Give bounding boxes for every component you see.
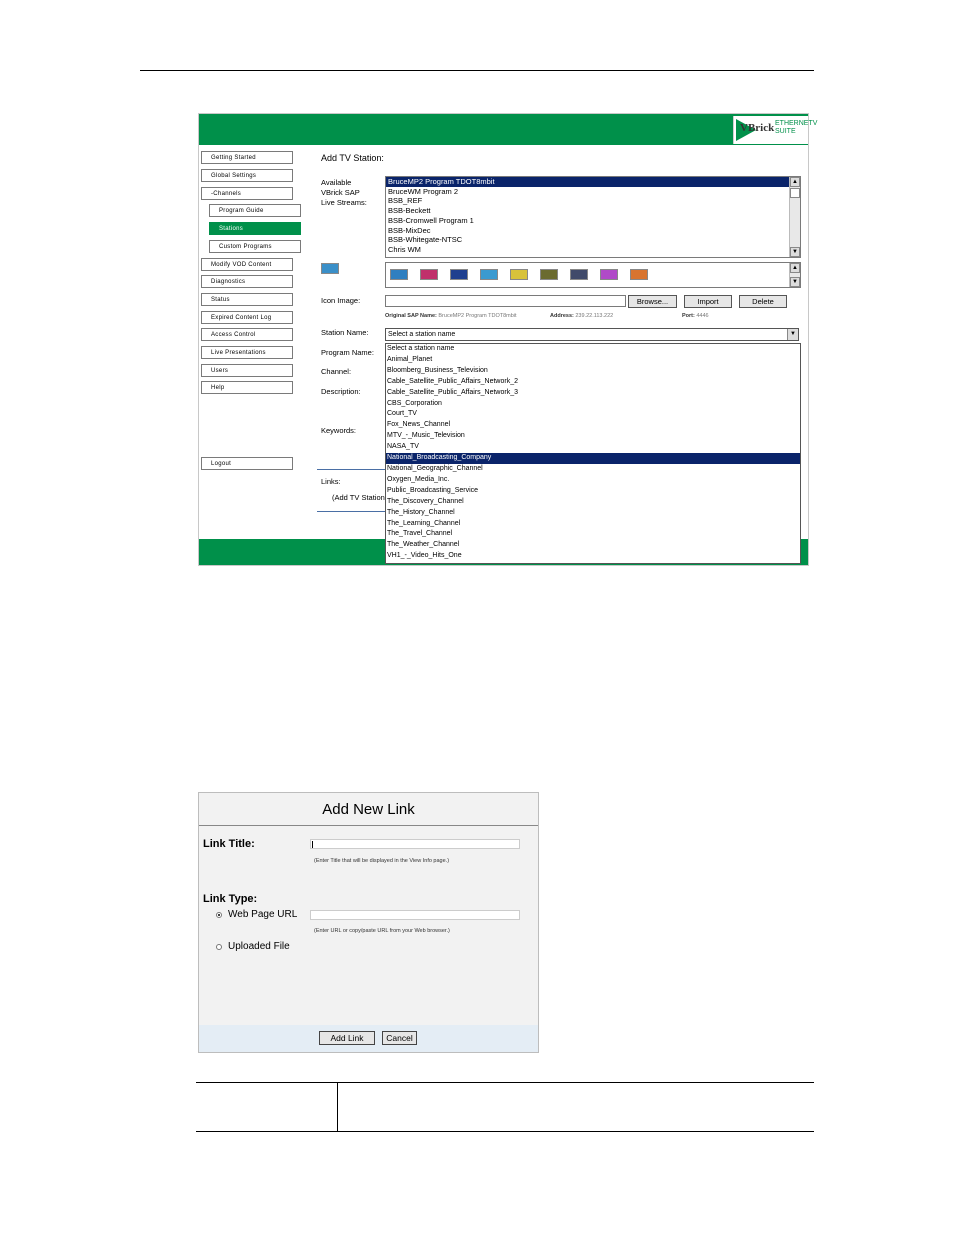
station-option[interactable]: Cable_Satellite_Public_Affairs_Network_3 (387, 388, 519, 396)
nav-program-guide[interactable]: Program Guide (209, 204, 301, 217)
streams-items (386, 177, 800, 255)
streams-scrollbar[interactable] (789, 177, 800, 257)
nav-logout[interactable]: Logout (201, 457, 293, 470)
station-option[interactable]: Fox_News_Channel (387, 421, 451, 429)
nav-modify-vod[interactable]: Modify VOD Content (201, 258, 293, 271)
streams-label-3: Live Streams: (321, 198, 367, 207)
stream-list-item[interactable]: BSB-Whitegate-NTSC (388, 235, 463, 245)
stream-list-item[interactable]: BruceWM Program 2 (388, 186, 459, 196)
orig-sap-info (385, 313, 517, 319)
station-name-select[interactable] (385, 328, 799, 341)
add-tv-station-link[interactable]: (Add TV Station (332, 493, 385, 502)
thumb-icon-8[interactable] (600, 269, 618, 280)
thumb-icon-1[interactable] (390, 269, 408, 280)
chevron-down-icon[interactable]: ▼ (787, 329, 798, 340)
orig-sap-label: Original SAP Name: (385, 313, 437, 319)
scroll-down-icon[interactable]: ▼ (790, 277, 800, 287)
header-rule (140, 70, 814, 71)
station-option[interactable]: NASA_TV (387, 443, 419, 451)
station-option[interactable]: National_Geographic_Channel (387, 464, 483, 472)
url-input[interactable] (310, 910, 520, 920)
nav-status[interactable]: Status (201, 293, 293, 306)
divider (317, 469, 387, 470)
delete-button[interactable]: Delete (739, 295, 787, 308)
scroll-up-icon[interactable]: ▲ (790, 263, 800, 273)
dialog-title: Add New Link (322, 801, 415, 818)
station-dropdown-list[interactable] (385, 343, 801, 564)
station-option[interactable]: CBS_Corporation (387, 399, 442, 407)
nav-diagnostics[interactable]: Diagnostics (201, 275, 293, 288)
streams-listbox[interactable] (385, 176, 801, 258)
icon-image-input[interactable] (385, 295, 626, 307)
station-select-value: Select a station name (388, 331, 456, 338)
web-page-url-radio[interactable] (216, 912, 222, 918)
program-name-label: Program Name: (321, 348, 374, 357)
thumb-icon-4[interactable] (480, 269, 498, 280)
link-title-label: Link Title: (203, 838, 255, 850)
nav-global-settings[interactable]: Global Settings (201, 169, 293, 182)
table-top-rule (196, 1082, 814, 1083)
station-option[interactable]: Bloomberg_Business_Television (387, 366, 488, 374)
stream-list-item[interactable]: BSB-Cromwell Program 1 (388, 215, 474, 225)
station-option[interactable]: The_Weather_Channel (387, 541, 460, 549)
title-divider (199, 825, 538, 826)
station-option[interactable]: The_Learning_Channel (387, 519, 461, 527)
orig-sap-value: BruceMP2 Program TDOT8mbit (438, 313, 517, 319)
stream-list-item[interactable]: BSB_REF (388, 196, 423, 206)
table-bottom-rule (196, 1131, 814, 1132)
thumb-icon-2[interactable] (420, 269, 438, 280)
scroll-up-icon[interactable]: ▲ (790, 177, 800, 187)
station-option[interactable]: MTV_-_Music_Television (387, 432, 465, 440)
link-type-label: Link Type: (203, 893, 258, 905)
port-info (682, 313, 709, 319)
station-option[interactable]: The_Discovery_Channel (387, 497, 464, 505)
nav-custom-programs[interactable]: Custom Programs (209, 240, 301, 253)
station-option[interactable]: National_Broadcasting_Company (386, 453, 800, 464)
streams-label-2: VBrick SAP (321, 188, 360, 197)
top-banner (199, 114, 818, 145)
thumb-icon-7[interactable] (570, 269, 588, 280)
add-tv-station-screenshot (198, 113, 818, 566)
icon-thumbnail-strip[interactable] (385, 262, 801, 288)
address-label: Address: (550, 313, 574, 319)
icon-image-label: Icon Image: (321, 296, 361, 305)
address-info (550, 313, 613, 319)
port-value: 4446 (696, 313, 709, 319)
scroll-down-icon[interactable]: ▼ (790, 247, 800, 257)
logo-product: ETHERNETV SUITE (775, 120, 818, 135)
vbrick-logo (733, 116, 818, 144)
form-heading: Add TV Station: (321, 153, 384, 163)
description-label: Description: (321, 387, 361, 396)
thumb-icon-6[interactable] (540, 269, 558, 280)
port-label: Port: (682, 313, 695, 319)
divider (317, 511, 387, 512)
link-title-input[interactable] (310, 839, 520, 849)
station-option[interactable]: Public_Broadcasting_Service (387, 486, 479, 494)
add-link-button[interactable]: Add Link (319, 1031, 375, 1045)
station-option[interactable]: The_Travel_Channel (387, 530, 453, 538)
nav-expired-log[interactable]: Expired Content Log (201, 311, 293, 324)
uploaded-file-radio[interactable] (216, 944, 222, 950)
station-option[interactable]: Select a station name (387, 345, 455, 352)
channel-label: Channel: (321, 367, 352, 376)
link-title-hint: (Enter Title that will be displayed in the View Info page.) (314, 858, 450, 864)
streams-label-1: Available (321, 178, 352, 187)
text-cursor (312, 841, 313, 848)
nav-stations[interactable]: Stations (209, 222, 301, 235)
stream-list-item[interactable]: Chris WM (388, 244, 421, 254)
cancel-button[interactable]: Cancel (382, 1031, 417, 1045)
station-option[interactable]: Animal_Planet (387, 355, 433, 363)
stream-list-item[interactable]: BruceMP2 Program TDOT8mbit (386, 177, 800, 187)
nav-access-control[interactable]: Access Control (201, 328, 293, 341)
links-label: Links: (321, 477, 341, 486)
station-items (386, 344, 800, 562)
station-option[interactable]: Cable_Satellite_Public_Affairs_Network_2 (387, 377, 519, 385)
selected-station-icon (321, 263, 339, 274)
logo-brand: VBrick (740, 122, 775, 134)
station-option[interactable]: Court_TV (387, 410, 417, 418)
station-option[interactable]: The_History_Channel (387, 508, 455, 516)
table-column-divider (337, 1082, 338, 1132)
nav-users[interactable]: Users (201, 364, 293, 377)
nav-help[interactable]: Help (201, 381, 293, 394)
station-option[interactable]: Oxygen_Media_Inc. (387, 475, 450, 483)
nav-live-presentations[interactable]: Live Presentations (201, 346, 293, 359)
thumb-icon-5[interactable] (510, 269, 528, 280)
station-option[interactable]: VH1_-_Video_Hits_One (387, 552, 462, 560)
thumb-icon-9[interactable] (630, 269, 648, 280)
browse-button[interactable]: Browse... (628, 295, 677, 308)
nav-channels[interactable]: -Channels (201, 187, 293, 200)
address-value: 239.22.113.222 (575, 313, 614, 319)
station-name-label: Station Name: (321, 328, 369, 337)
keywords-label: Keywords: (321, 426, 357, 435)
scroll-thumb[interactable] (790, 188, 800, 198)
import-button[interactable]: Import (684, 295, 732, 308)
uploaded-file-label: Uploaded File (228, 941, 290, 952)
web-page-url-label: Web Page URL (228, 909, 298, 920)
url-hint: (Enter URL or copy/paste URL from your Web browser.) (314, 928, 450, 934)
stream-list-item[interactable]: BSB-MixDec (388, 225, 431, 235)
thumb-icon-3[interactable] (450, 269, 468, 280)
nav-getting-started[interactable]: Getting Started (201, 151, 293, 164)
add-new-link-dialog (198, 792, 539, 1053)
icon-strip-scrollbar[interactable] (789, 263, 800, 287)
stream-list-item[interactable]: BSB-Beckett (388, 206, 431, 216)
